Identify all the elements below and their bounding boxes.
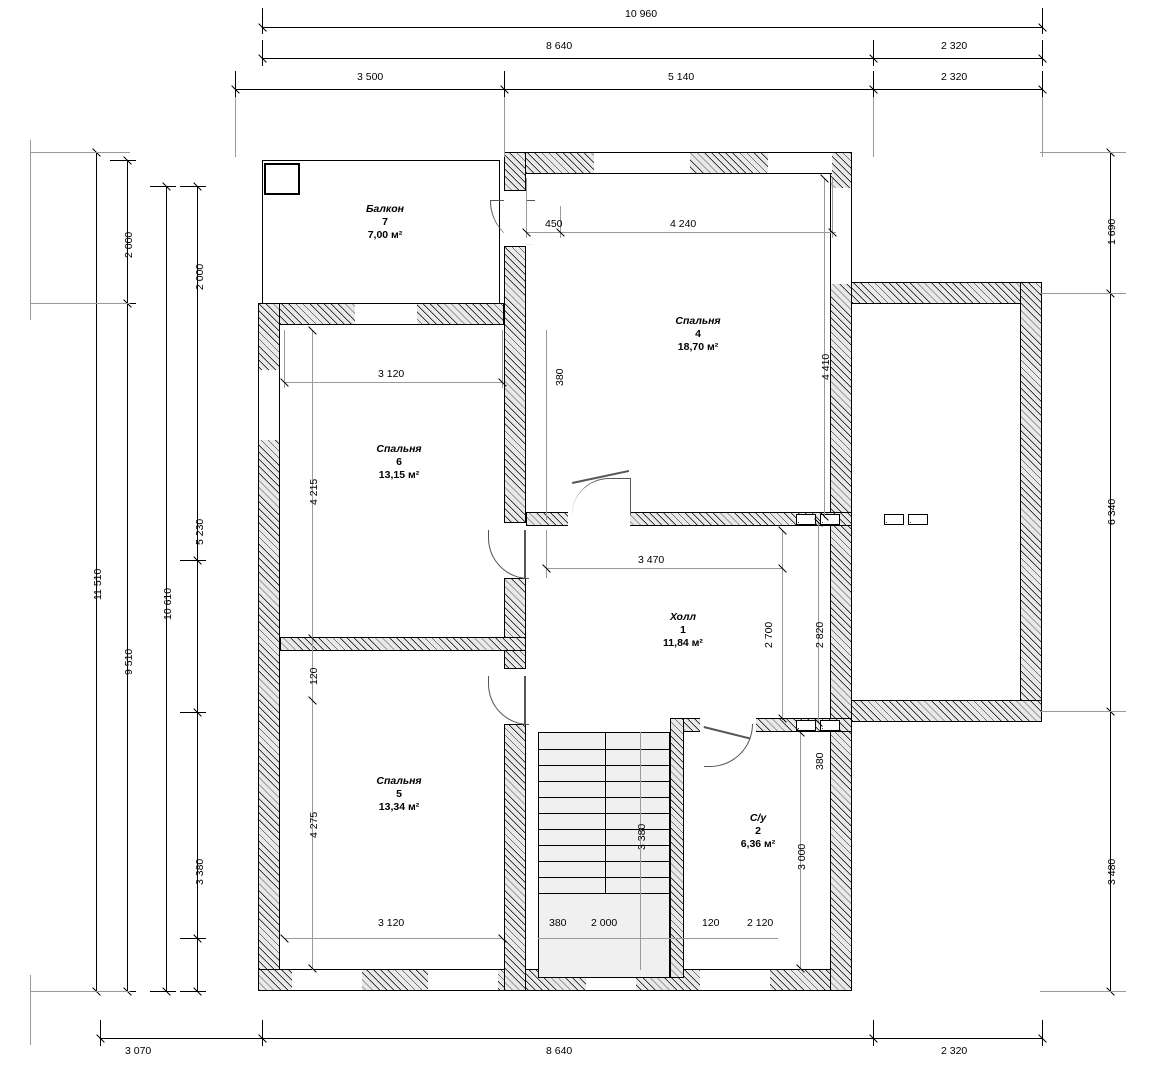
dim-ext-t3d: [1042, 71, 1043, 97]
dim-right-3480: 3 480: [1106, 858, 1118, 885]
dim-left-2000: 2 000: [123, 231, 135, 258]
dim-ext-t3c: [873, 71, 874, 97]
door-jamb-2: [504, 246, 526, 247]
wall-bath-left: [670, 718, 684, 978]
dim-bottom-3070: 3 070: [125, 1045, 152, 1057]
room-label-bathroom: С/у 2 6,36 м²: [740, 812, 776, 850]
door-bedroom6-arc: [488, 530, 529, 579]
dim-left-2000-b: 2 000: [194, 263, 206, 290]
dim-inner-3120-a: 3 120: [378, 368, 405, 380]
dim-right-1690: 1 690: [1106, 218, 1118, 245]
dim-top-5140: 5 140: [668, 71, 695, 83]
dim-line-top-2: [262, 58, 1042, 59]
dim-top-2320: 2 320: [941, 40, 968, 52]
dim-line-bottom: [100, 1038, 1042, 1039]
dim-ext-t2b: [873, 40, 874, 66]
door-bedroom5-arc: [488, 676, 529, 725]
room-label-hall: Холл 1 11,84 м²: [663, 611, 703, 649]
wall-far-right: [1020, 282, 1042, 722]
dim-inner-120-b: 120: [702, 917, 720, 929]
dim-line-top-3: [235, 89, 1042, 90]
dim-left-9510: 9 510: [123, 648, 135, 675]
door-jamb-1: [504, 190, 526, 191]
room-label-bedroom-4: Спальня 4 18,70 м²: [675, 315, 721, 353]
door-jamb-3: [504, 522, 526, 523]
stair-flight-right: [605, 733, 671, 893]
dim-top-2320-b: 2 320: [941, 71, 968, 83]
window-bedroom4-right: [830, 188, 852, 284]
dim-line-top-1: [262, 27, 1042, 28]
dim-inner-4240: 4 240: [670, 218, 697, 230]
room-label-bedroom-6: Спальня 6 13,15 м²: [376, 443, 422, 481]
dim-ext-t3b: [504, 71, 505, 97]
dim-right-6340: 6 340: [1106, 498, 1118, 525]
dim-inner-2000: 2 000: [591, 917, 618, 929]
dim-inner-2820: 2 820: [814, 621, 826, 648]
door-bedroom5-leaf: [524, 676, 526, 724]
door-bedroom6-leaf: [524, 530, 526, 578]
dim-ext-t2a: [262, 40, 263, 66]
wall-right-top: [830, 282, 1042, 304]
dim-top-8640: 8 640: [546, 40, 573, 52]
door-jamb-5: [504, 668, 526, 669]
dim-line-left-2: [127, 303, 128, 992]
wall-between-bedrooms: [280, 637, 526, 651]
dim-left-10610: 10 610: [162, 587, 174, 620]
door-opening-balcony: [504, 190, 526, 246]
radiator-4: [908, 514, 928, 525]
room-label-balcony: Балкон 7 7,00 м²: [365, 203, 404, 241]
dim-left-11510: 11 510: [92, 568, 104, 600]
stair-landing-line: [539, 893, 671, 894]
window-bedroom5-bottom: [292, 969, 362, 991]
dim-top-overall: 10 960: [625, 8, 658, 20]
dim-inner-450: 450: [545, 218, 563, 230]
dim-inner-4410: 4 410: [820, 353, 832, 380]
stair-flight-left: [539, 733, 605, 893]
window-bedroom6-top: [355, 303, 417, 325]
dim-inner-4215: 4 215: [308, 478, 320, 505]
dim-inner-3380: 3 380: [636, 823, 648, 850]
window-bath-bottom: [700, 969, 770, 991]
dim-inner-380-b: 380: [814, 752, 826, 770]
window-bedroom4-top: [594, 152, 690, 174]
window-bedroom5-bottom-2: [428, 969, 498, 991]
dim-inner-380-c: 380: [549, 917, 567, 929]
wall-right-bottom: [830, 700, 1042, 722]
dim-bottom-2320: 2 320: [941, 1045, 968, 1057]
dim-ext-t3a: [235, 71, 236, 97]
dim-inner-2700: 2 700: [763, 621, 775, 648]
window-bedroom4-top-2: [768, 152, 832, 174]
radiator-3: [884, 514, 904, 525]
dim-inner-380-a: 380: [554, 368, 566, 386]
room-label-bedroom-5: Спальня 5 13,34 м²: [376, 775, 422, 813]
dim-top-3500: 3 500: [357, 71, 384, 83]
dim-left-3380: 3 380: [194, 858, 206, 885]
dim-ext-t1b: [1042, 8, 1043, 34]
window-bedroom6-left: [258, 370, 280, 440]
door-bath-arc: [704, 724, 753, 767]
dim-bottom-8640: 8 640: [546, 1045, 573, 1057]
dim-ext-t2c: [1042, 40, 1043, 66]
dim-inner-3000: 3 000: [796, 843, 808, 870]
balcony-corner-post: [264, 163, 300, 195]
radiator-1: [796, 514, 816, 525]
dim-ext-t1a: [262, 8, 263, 34]
dim-inner-2120: 2 120: [747, 917, 774, 929]
staircase: [538, 732, 670, 978]
dim-inner-4275: 4 275: [308, 811, 320, 838]
dim-inner-3470: 3 470: [638, 554, 665, 566]
door-bedroom4-arc: [572, 478, 631, 515]
dim-inner-120-a: 120: [308, 667, 320, 685]
dim-inner-3120-b: 3 120: [378, 917, 405, 929]
dim-left-5230: 5 230: [194, 518, 206, 545]
